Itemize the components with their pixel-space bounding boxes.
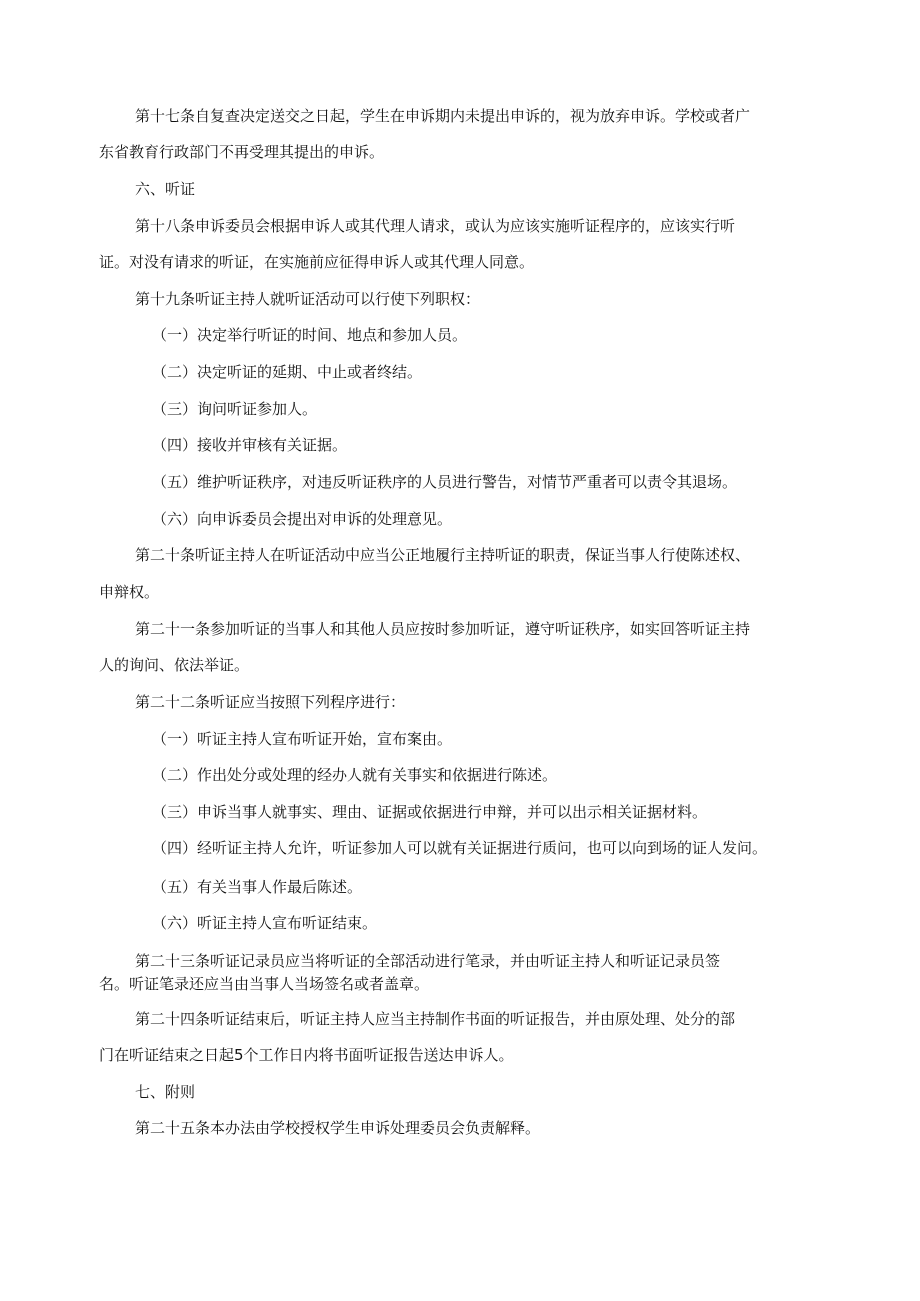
list-item: （五）有关当事人作最后陈述。 — [152, 878, 363, 896]
list-item: （二）决定听证的延期、中止或者终结。 — [152, 363, 423, 381]
article-23-line-2: 名。听证笔录还应当由当事人当场签名或者盖章。 — [99, 975, 430, 993]
list-item: （一）决定举行听证的时间、地点和参加人员。 — [152, 326, 468, 344]
article-22-line-1: 第二十二条听证应当按照下列程序进行： — [135, 693, 406, 711]
list-item: （四）经听证主持人允许，听证参加人可以就有关证据进行质问，也可以向到场的证人发问。 — [152, 839, 768, 857]
article-24-line-1: 第二十四条听证结束后，听证主持人应当主持制作书面的听证报告，并由原处理、处分的部 — [135, 1010, 736, 1028]
article-18-line-2: 证。对没有请求的听证，在实施前应征得申诉人或其代理人同意。 — [99, 253, 535, 271]
article-21-line-2: 人的询问、依法举证。 — [99, 656, 250, 674]
article-20-line-1: 第二十条听证主持人在听证活动中应当公正地履行主持听证的职责，保证当事人行使陈述权、 — [135, 546, 751, 564]
list-item: （二）作出处分或处理的经办人就有关事实和依据进行陈述。 — [152, 766, 558, 784]
article-17-line-2: 东省教育行政部门不再受理其提出的申诉。 — [99, 143, 385, 161]
article-19-line-1: 第十九条听证主持人就听证活动可以行使下列职权： — [135, 290, 481, 308]
article-23-line-1: 第二十三条听证记录员应当将听证的全部活动进行笔录，并由听证主持人和听证记录员签 — [135, 952, 721, 970]
list-item: （一）听证主持人宣布听证开始，宣布案由。 — [152, 730, 453, 748]
article-18-line-1: 第十八条申诉委员会根据申诉人或其代理人请求，或认为应该实施听证程序的，应该实行听 — [135, 217, 736, 235]
article-20-line-2: 申辩权。 — [99, 583, 160, 601]
section-heading-hearing: 六、听证 — [135, 180, 196, 198]
list-item: （三）询问听证参加人。 — [152, 400, 318, 418]
article-21-line-1: 第二十一条参加听证的当事人和其他人员应按时参加听证，遵守听证秩序，如实回答听证主持 — [135, 620, 751, 638]
article-25-line-1: 第二十五条本办法由学校授权学生申诉处理委员会负责解释。 — [135, 1119, 541, 1137]
list-item: （四）接收并审核有关证据。 — [152, 436, 348, 454]
section-heading-supplementary: 七、附则 — [135, 1083, 196, 1101]
list-item: （三）申诉当事人就事实、理由、证据或依据进行申辩，并可以出示相关证据材料。 — [152, 803, 708, 821]
list-item: （六）向申诉委员会提出对申诉的处理意见。 — [152, 510, 453, 528]
list-item: （六）听证主持人宣布听证结束。 — [152, 914, 378, 932]
article-24-line-2: 门在听证结束之日起5个工作日内将书面听证报告送达申诉人。 — [99, 1046, 514, 1064]
list-item: （五）维护听证秩序，对违反听证秩序的人员进行警告，对情节严重者可以责令其退场。 — [152, 473, 738, 491]
article-17-line-1: 第十七条自复查决定送交之日起，学生在申诉期内未提出申诉的，视为放弃申诉。学校或者广 — [135, 107, 751, 125]
